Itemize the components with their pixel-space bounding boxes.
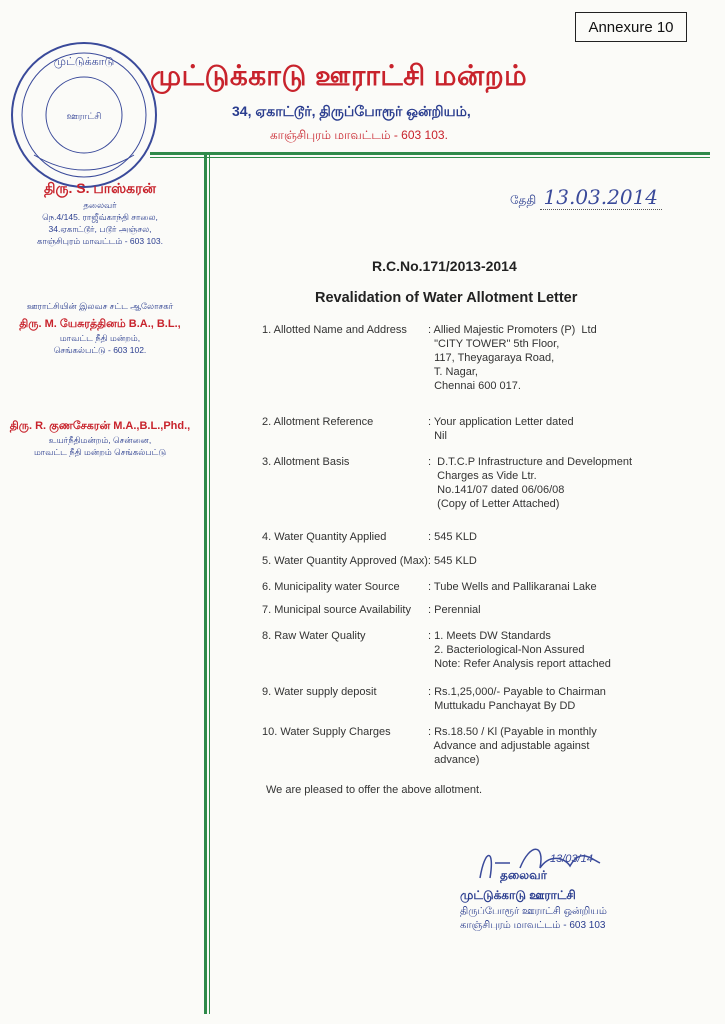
item-label: 7. Municipal source Availability (262, 604, 411, 616)
rc-number: R.C.No.171/2013-2014 (372, 258, 517, 274)
header-divider (150, 152, 710, 155)
signatory-union: திருப்போரூர் ஊராட்சி ஒன்றியம் (460, 906, 607, 917)
address-line-1: 34, ஏகாட்டூர், திருப்போரூர் ஒன்றியம், (232, 103, 471, 119)
president-name: திரு. S. பாஸ்கரன் (44, 180, 156, 196)
item-value-line: Nil (428, 430, 447, 442)
letter-date (510, 185, 662, 209)
item-value (428, 725, 597, 767)
item-label: 4. Water Quantity Applied (262, 531, 387, 543)
item-value-line: (Copy of Letter Attached) (428, 498, 560, 510)
advisor1-line2: செங்கல்பட்டு - 603 102. (53, 345, 147, 355)
item-value (428, 603, 481, 617)
item-value-line: : Perennial (428, 604, 481, 616)
header-divider-thin (150, 157, 710, 158)
item-label: 9. Water supply deposit (262, 686, 377, 698)
president-role: தலைவர் (83, 200, 117, 210)
item-value-line: : Your application Letter dated (428, 416, 574, 428)
item-value-line: Advance and adjustable against (428, 740, 590, 752)
sidebar-advisor-title (0, 300, 200, 312)
item-value (428, 455, 632, 511)
item-value-line: "CITY TOWER" 5th Floor, (428, 338, 560, 350)
item-value-line: : Rs.18.50 / Kl (Payable in monthly (428, 726, 597, 738)
item-value-line: 2. Bacteriological-Non Assured (428, 644, 585, 656)
signature-date: 13/03/14 (550, 853, 593, 865)
item-value-line: : Rs.1,25,000/- Payable to Chairman (428, 686, 606, 698)
item-value-line: : Allied Majestic Promoters (P) Ltd (428, 324, 597, 336)
signatory-district: காஞ்சிபுரம் மாவட்டம் - 603 103 (460, 920, 606, 931)
sidebar-advisor-2 (0, 420, 200, 458)
item-value-line: Chennai 600 017. (428, 380, 521, 392)
annexure-box: Annexure 10 (575, 12, 687, 42)
seal-text-top: முட்டுக்காடு (53, 55, 115, 68)
item-value-line: advance) (428, 754, 480, 766)
item-value-line: : Tube Wells and Pallikaranai Lake (428, 581, 597, 593)
panchayat-seal (4, 35, 164, 195)
advisor2-line2: மாவட்ட நீதி மன்றம் செங்கல்பட்டு (33, 447, 167, 457)
item-value-line: No.141/07 dated 06/06/08 (428, 484, 565, 496)
president-address-3: காஞ்சிபுரம் மாவட்டம் - 603 103. (36, 236, 163, 246)
date-label: தேதி (510, 193, 537, 207)
item-value (428, 629, 611, 671)
president-address-2: 34.ஏகாட்டூர், படூர் அஞ்சல, (48, 224, 152, 234)
seal-text-mid: ஊராட்சி (66, 112, 102, 122)
item-value (428, 530, 477, 544)
item-value-line: : D.T.C.P Infrastructure and Development (428, 456, 632, 468)
advisor2-line1: உயர்நீதிமன்றம், சென்னை, (48, 435, 152, 445)
advisor-title: ஊராட்சியின் இலவச சட்ட ஆலோசகர் (26, 301, 174, 311)
advisor1-line1: மாவட்ட நீதி மன்றம், (59, 333, 141, 343)
item-value (428, 323, 597, 393)
item-value-line: Muttukadu Panchayat By DD (428, 700, 576, 712)
advisor2-name: திரு. R. குணசேகரன் M.A.,B.L.,Phd., (9, 420, 191, 432)
item-label: 3. Allotment Basis (262, 456, 350, 468)
item-value (428, 685, 606, 713)
signatory-role: தலைவர் (500, 868, 547, 882)
sidebar-advisor-1 (0, 318, 200, 356)
signature-block (450, 838, 650, 948)
item-value-line: Charges as Vide Ltr. (428, 470, 537, 482)
item-value-line: 117, Theyagaraya Road, (428, 352, 555, 364)
item-value-line: T. Nagar, (428, 366, 478, 378)
sidebar-divider-thin (209, 152, 210, 1014)
sidebar-president (0, 180, 200, 247)
panchayat-title: முட்டுக்காடு ஊராட்சி மன்றம் (150, 60, 528, 91)
item-value-line: Note: Refer Analysis report attached (428, 658, 611, 670)
item-label: 6. Municipality water Source (262, 581, 400, 593)
signatory-org: முட்டுக்காடு ஊராட்சி (460, 888, 576, 902)
item-label: 2. Allotment Reference (262, 416, 374, 428)
item-label: 1. Allotted Name and Address (262, 324, 407, 336)
item-label: 5. Water Quantity Approved (Max): 545 KLD (262, 555, 477, 567)
item-value-line: : 545 KLD (428, 531, 477, 543)
item-value-line: : 1. Meets DW Standards (428, 630, 551, 642)
item-value (428, 580, 597, 594)
date-value: 13.03.2014 (540, 185, 663, 210)
item-label: 10. Water Supply Charges (262, 726, 391, 738)
item-value (428, 415, 574, 443)
address-line-2: காஞ்சிபுரம் மாவட்டம் - 603 103. (270, 128, 448, 142)
advisor1-name: திரு. M. யேசுரத்தினம் B.A., B.L., (19, 318, 181, 330)
letter-subject: Revalidation of Water Allotment Letter (315, 290, 578, 306)
item-label: 8. Raw Water Quality (262, 630, 366, 642)
offer-text: We are pleased to offer the above allotment. (266, 784, 483, 796)
sidebar-divider (204, 152, 207, 1014)
president-address-1: நெ.4/145. ராஜீவ்காந்தி சாலை, (42, 212, 158, 222)
